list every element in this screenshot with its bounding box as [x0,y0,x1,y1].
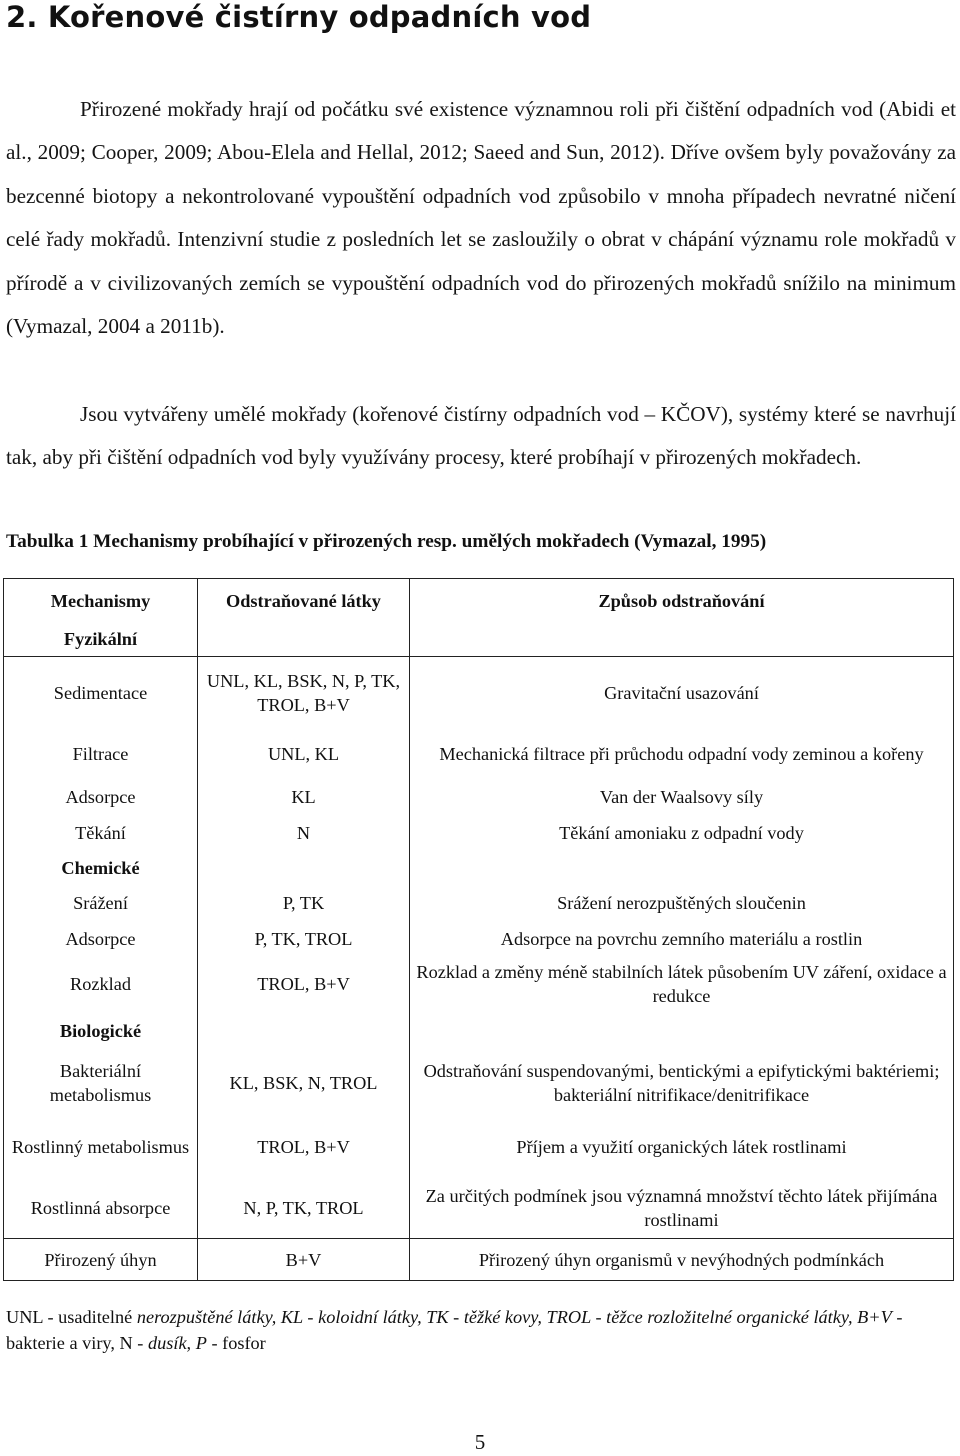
table-row [4,1239,954,1281]
note-part: dusík, P [147,1332,207,1353]
table-row [4,779,954,815]
method-cell: Van der Waalsovy síly [410,779,954,815]
method-cell: Rozklad a změny méně stabilních látek působením UV záření, oxidace a redukce [410,957,954,1011]
method-cell: Odstraňování suspendovanými, bentickými a epifytickými baktériemi; bakteriální nitrifikace/denitrifikace [410,1051,954,1115]
substances-cell: P, TK [198,885,410,921]
note-part: - bakterie a viry, N - [6,1307,903,1353]
header-cell: Odstraňované látky [198,579,410,623]
mechanism-cell: Adsorpce [4,779,198,815]
mechanism-cell: Sedimentace [4,657,198,729]
mechanism-cell: Rozklad [4,957,198,1011]
mechanism-cell: Těkání [4,815,198,851]
method-cell: Příjem a využití organických látek rostlinami [410,1115,954,1179]
header-cell: Způsob odstraňování [410,579,954,623]
empty-cell [410,851,954,885]
mechanism-cell: Bakteriální metabolismus [4,1051,198,1115]
table-row [4,1051,954,1115]
table-row [4,729,954,779]
substances-cell: N, P, TK, TROL [198,1179,410,1239]
method-cell: Za určitých podmínek jsou významná množství těchto látek přijímána rostlinami [410,1179,954,1239]
substances-cell: N [198,815,410,851]
table-row [4,1179,954,1239]
mechanism-cell: Rostlinná absorpce [4,1179,198,1239]
table-row [4,885,954,921]
substances-cell: KL [198,779,410,815]
table-row [4,921,954,957]
section-row [4,851,954,885]
section-row [4,623,954,657]
method-cell: Přirozený úhyn organismů v nevýhodných podmínkách [410,1239,954,1281]
note-part: nerozpuštěné látky, KL - koloidní látky, TK - těžké kovy, TROL - těžce rozložitelné organické látky, B+V [136,1307,892,1327]
table-row [4,815,954,851]
header-cell: Mechanismy [4,579,198,623]
note-part: - fosfor [206,1332,266,1353]
substances-cell: UNL, KL, BSK, N, P, TK, TROL, B+V [198,657,410,729]
paragraph-1: Přirozené mokřady hrají od počátku své existence významnou roli při čištění odpadních vod (Abidi et al., 2009; Cooper, 2009; Abou-Elela and Hellal, 2012; Saeed and Sun, 2012). Dříve ovšem byly považovány za bezcenné biotopy a nekontrolované vypouštění odpadních vod způsobilo v mnoha případech nevratné ničení celé řady mokřadů. Intenzivní studie z posledních let se zasloužily o obrat v chápání významu role mokřadů v přírodě a v civilizovaných zemích se vypouštění odpadních vod do přirozených mokřadů snížilo na minimum (Vymazal, 2004 a 2011b). [6,97,956,339]
abbreviations-note [6,1305,958,1356]
mechanism-cell: Rostlinný metabolismus [4,1115,198,1179]
empty-cell [198,623,410,657]
mechanism-cell: Srážení [4,885,198,921]
section-title: Biologické [4,1011,198,1051]
substances-cell: B+V [198,1239,410,1281]
page-number: 5 [474,1430,486,1454]
note-part: UNL - usaditelné [6,1307,137,1327]
method-cell: Adsorpce na povrchu zemního materiálu a rostlin [410,921,954,957]
method-cell: Mechanická filtrace při průchodu odpadní vody zeminou a kořeny [410,729,954,779]
table-caption: Tabulka 1 Mechanismy probíhající v přirozených resp. umělých mokřadech (Vymazal, 1995) [6,531,767,552]
empty-cell [198,851,410,885]
table-header-row [4,579,954,623]
method-cell: Gravitační usazování [410,657,954,729]
substances-cell: P, TK, TROL [198,921,410,957]
section-row [4,1011,954,1051]
substances-cell: UNL, KL [198,729,410,779]
mechanism-cell: Adsorpce [4,921,198,957]
substances-cell: KL, BSK, N, TROL [198,1051,410,1115]
table-row [4,657,954,729]
empty-cell [410,1011,954,1051]
section-heading: 2. Kořenové čistírny odpadních vod [6,0,592,34]
substances-cell: TROL, B+V [198,957,410,1011]
paragraph-2: Jsou vytvářeny umělé mokřady (kořenové čistírny odpadních vod – KČOV), systémy které se navrhují tak, aby při čištění odpadních vod byly využívány procesy, které probíhají v přirozených mokřadech. [6,402,956,470]
section-title: Fyzikální [4,623,198,657]
method-cell: Srážení nerozpuštěných sloučenin [410,885,954,921]
mechanism-cell: Přirozený úhyn [4,1239,198,1281]
table-row [4,1115,954,1179]
mechanism-cell: Filtrace [4,729,198,779]
section-title: Chemické [4,851,198,885]
empty-cell [410,623,954,657]
substances-cell: TROL, B+V [198,1115,410,1179]
method-cell: Těkání amoniaku z odpadní vody [410,815,954,851]
empty-cell [198,1011,410,1051]
table-row [4,957,954,1011]
mechanisms-table [3,578,954,1281]
